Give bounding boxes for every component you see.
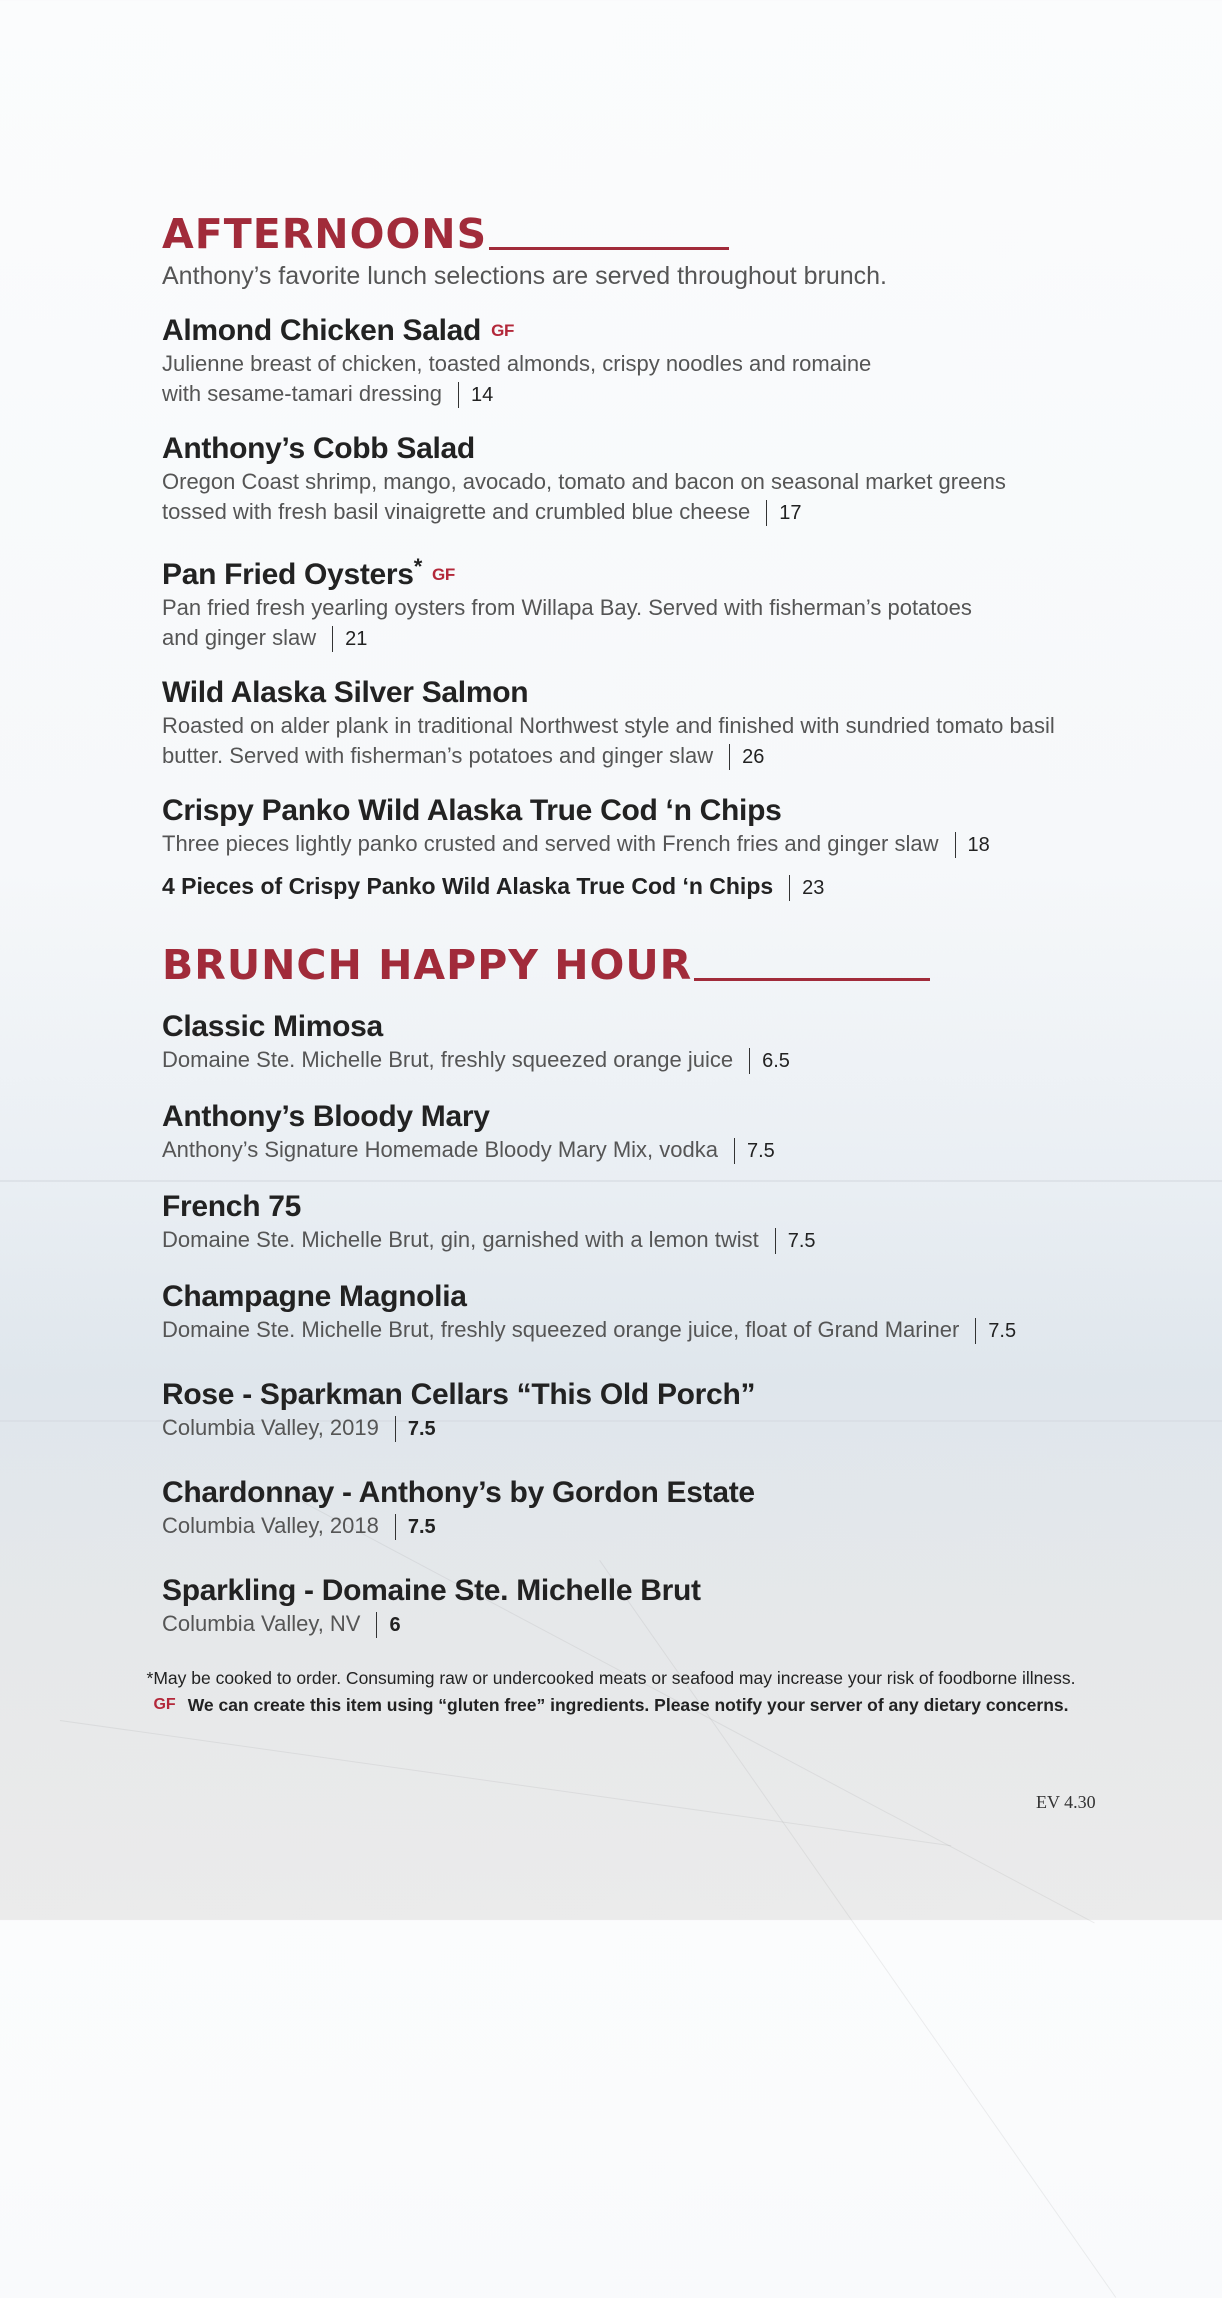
item-description: with sesame-tamari dressing bbox=[162, 381, 442, 406]
item-price: 21 bbox=[332, 626, 367, 652]
drink-item bbox=[162, 1189, 1102, 1255]
item-price: 7.5 bbox=[775, 1228, 816, 1254]
drink-item bbox=[162, 1009, 1102, 1075]
menu-item bbox=[162, 431, 1102, 527]
item-price: 26 bbox=[729, 744, 764, 770]
menu-content bbox=[162, 210, 1102, 1661]
gf-badge: GF bbox=[431, 565, 455, 584]
item-description: Julienne breast of chicken, toasted almonds, crispy noodles and romaine bbox=[162, 351, 872, 376]
gluten-free-text: We can create this item using “gluten free” ingredients. Please notify your server of any dietary concerns. bbox=[187, 1695, 1069, 1715]
item-description: Three pieces lightly panko crusted and served with French fries and ginger slaw bbox=[162, 831, 939, 856]
item-price: 7.5 bbox=[395, 1416, 436, 1442]
item-name: Anthony’s Cobb Salad bbox=[162, 432, 475, 465]
menu-item bbox=[162, 313, 1102, 409]
item-description: Pan fried fresh yearling oysters from Willapa Bay. Served with fisherman’s potatoes bbox=[162, 595, 972, 620]
item-price: 7.5 bbox=[975, 1318, 1016, 1344]
item-description: Anthony’s Signature Homemade Bloody Mary Mix, vodka bbox=[162, 1137, 718, 1162]
item-name: Classic Mimosa bbox=[162, 1010, 383, 1043]
item-description: Domaine Ste. Michelle Brut, gin, garnished with a lemon twist bbox=[162, 1227, 759, 1252]
item-price: 6 bbox=[376, 1612, 400, 1638]
drink-item bbox=[162, 1475, 1102, 1541]
background-plank bbox=[60, 1720, 951, 1846]
item-name: Pan Fried Oysters bbox=[162, 558, 414, 591]
item-price: 17 bbox=[766, 500, 801, 526]
item-name: Chardonnay - Anthony’s by Gordon Estate bbox=[162, 1476, 755, 1509]
item-name: 4 Pieces of Crispy Panko Wild Alaska True Cod ‘n Chips bbox=[162, 873, 774, 899]
item-name: French 75 bbox=[162, 1190, 302, 1223]
menu-item bbox=[162, 675, 1102, 771]
item-description: Columbia Valley, 2019 bbox=[162, 1415, 379, 1440]
item-price: 6.5 bbox=[749, 1048, 790, 1074]
item-name: Wild Alaska Silver Salmon bbox=[162, 676, 529, 709]
gluten-free-note bbox=[0, 1695, 1222, 1716]
item-description: Columbia Valley, 2018 bbox=[162, 1513, 379, 1538]
item-name: Almond Chicken Salad bbox=[162, 314, 482, 347]
gf-badge: GF bbox=[153, 1696, 176, 1713]
drink-item bbox=[162, 1377, 1102, 1443]
item-description: and ginger slaw bbox=[162, 625, 317, 650]
item-name: Anthony’s Bloody Mary bbox=[162, 1100, 490, 1133]
item-description: Domaine Ste. Michelle Brut, freshly squeezed orange juice, float of Grand Mariner bbox=[162, 1317, 960, 1342]
item-description: tossed with fresh basil vinaigrette and crumbled blue cheese bbox=[162, 499, 751, 524]
menu-item bbox=[162, 549, 1102, 653]
item-name: Sparkling - Domaine Ste. Michelle Brut bbox=[162, 1574, 701, 1607]
item-name: Champagne Magnolia bbox=[162, 1280, 467, 1313]
item-price: 18 bbox=[955, 832, 990, 858]
item-name: Rose - Sparkman Cellars “This Old Porch” bbox=[162, 1378, 756, 1411]
item-description: Domaine Ste. Michelle Brut, freshly squeezed orange juice bbox=[162, 1047, 734, 1072]
item-description: Roasted on alder plank in traditional Northwest style and finished with sundried tomato basil bbox=[162, 713, 1055, 738]
raw-food-disclaimer: *May be cooked to order. Consuming raw or undercooked meats or seafood may increase your risk of foodborne illness. bbox=[146, 1668, 1076, 1688]
item-price: 7.5 bbox=[395, 1514, 436, 1540]
asterisk-mark: * bbox=[413, 554, 422, 579]
item-name: Crispy Panko Wild Alaska True Cod ‘n Chips bbox=[162, 794, 782, 827]
menu-item bbox=[162, 793, 1102, 859]
drink-item bbox=[162, 1279, 1102, 1345]
item-price: 7.5 bbox=[734, 1138, 775, 1164]
item-price: 14 bbox=[458, 382, 493, 408]
item-description: Columbia Valley, NV bbox=[162, 1611, 361, 1636]
afternoons-title: AFTERNOONS bbox=[162, 210, 1102, 258]
drink-item bbox=[162, 1099, 1102, 1165]
menu-version-code: EV 4.30 bbox=[1036, 1792, 1096, 1812]
drink-item bbox=[162, 1573, 1102, 1639]
item-price: 23 bbox=[789, 875, 824, 901]
menu-item-extra bbox=[162, 873, 1102, 901]
afternoons-subtitle: Anthony’s favorite lunch selections are served throughout brunch. bbox=[162, 262, 887, 290]
gf-badge: GF bbox=[491, 321, 515, 340]
item-description: butter. Served with fisherman’s potatoes and ginger slaw bbox=[162, 743, 714, 768]
item-description: Oregon Coast shrimp, mango, avocado, tomato and bacon on seasonal market greens bbox=[162, 469, 1006, 494]
happy-hour-title: BRUNCH HAPPY HOUR bbox=[162, 941, 1102, 989]
